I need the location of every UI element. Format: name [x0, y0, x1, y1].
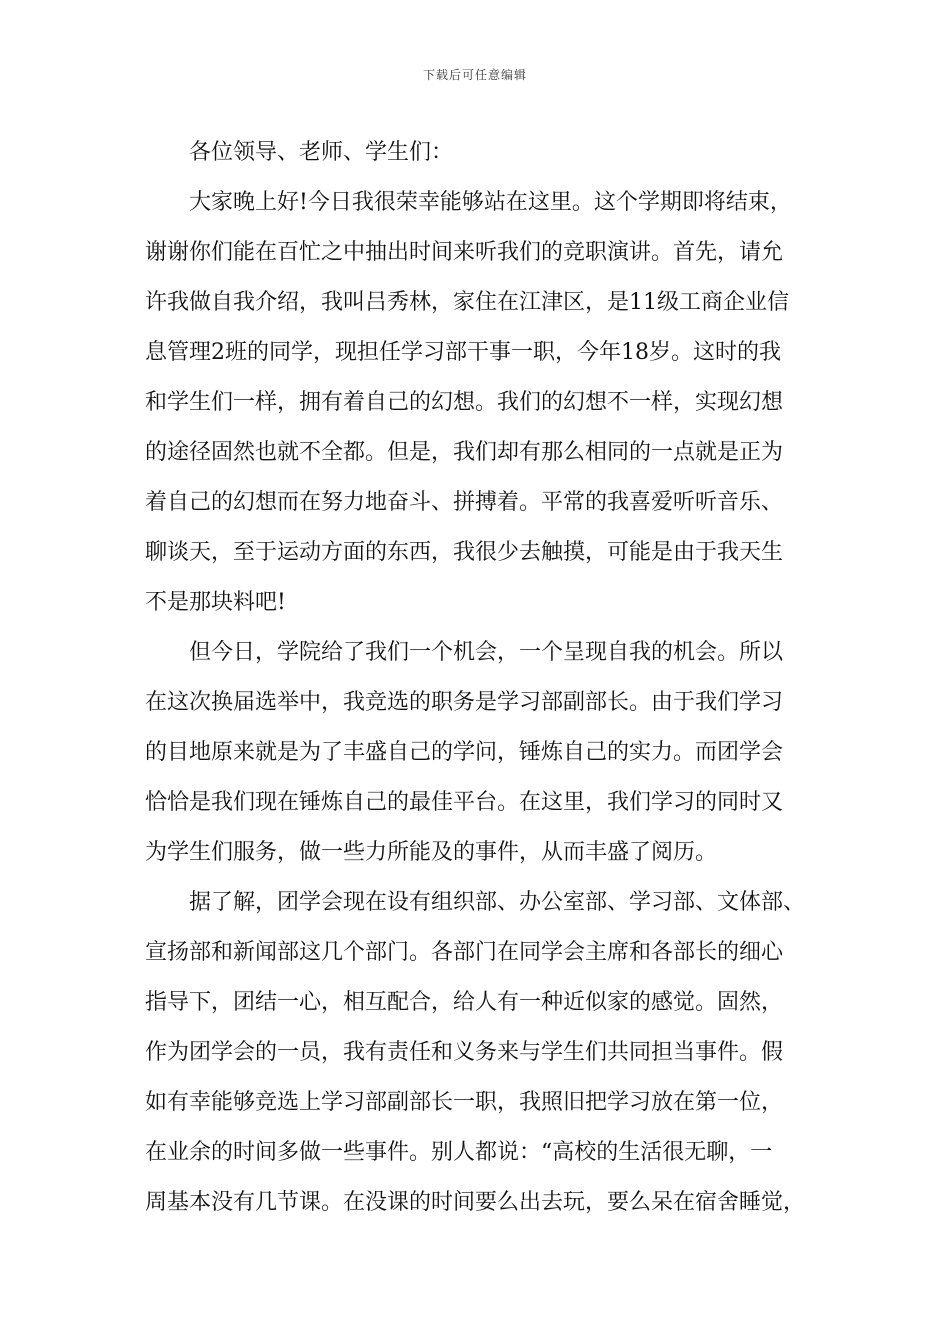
text-line: 在这次换届选举中，我竞选的职务是学习部副部长。由于我们学习	[145, 690, 784, 715]
salutation-line: 各位领导、老师、学生们：	[189, 140, 454, 165]
page-header-note: 下载后可任意编辑	[422, 68, 527, 82]
text-line: 指导下，团结一心，相互配合，给人有一种近似家的感觉。固然，	[145, 990, 784, 1015]
text-line: 宣扬部和新闻部这几个部门。各部门在同学会主席和各部长的细心	[145, 940, 784, 965]
text-line: 周基本没有几节课。在没课的时间要么出去玩，要么呆在宿舍睡觉，	[145, 1190, 806, 1215]
text-line: 许我做自我介绍，我叫吕秀林，家住在江津区，是11级工商企业信	[145, 290, 789, 315]
text-line: 谢谢你们能在百忙之中抽出时间来听我们的竞职演讲。首先，请允	[145, 240, 784, 265]
text-line: 据了解，团学会现在设有组织部、办公室部、学习部、文体部、	[189, 890, 806, 915]
text-line: 的途径固然也就不全都。但是，我们却有那么相同的一点就是正为	[145, 440, 784, 465]
text-line: 为学生们服务，做一些力所能及的事件，从而丰盛了阅历。	[145, 840, 718, 865]
document-body	[145, 128, 809, 1228]
text-line: 但今日，学院给了我们一个机会，一个呈现自我的机会。所以	[189, 640, 784, 665]
text-line: 恰恰是我们现在锤炼自己的最佳平台。在这里，我们学习的同时又	[145, 790, 784, 815]
text-line: 大家晚上好!今日我很荣幸能够站在这里。这个学期即将结束，	[189, 190, 792, 215]
text-line: 聊谈天，至于运动方面的东西，我很少去触摸，可能是由于我天生	[145, 540, 784, 565]
text-line: 不是那块料吧!	[145, 590, 286, 615]
text-line: 作为团学会的一员，我有责任和义务来与学生们共同担当事件。假	[145, 1040, 784, 1065]
text-line: 在业余的时间多做一些事件。别人都说：“高校的生活很无聊，一	[145, 1140, 773, 1165]
text-line: 和学生们一样，拥有着自己的幻想。我们的幻想不一样，实现幻想	[145, 390, 784, 415]
text-line: 着自己的幻想而在努力地奋斗、拼搏着。平常的我喜爱听听音乐、	[145, 490, 784, 515]
text-line: 如有幸能够竞选上学习部副部长一职，我照旧把学习放在第一位，	[145, 1090, 784, 1115]
text-line: 息管理2班的同学，现担任学习部干事一职，今年18岁。这时的我	[145, 340, 781, 365]
text-line: 的目地原来就是为了丰盛自己的学问，锤炼自己的实力。而团学会	[145, 740, 784, 765]
